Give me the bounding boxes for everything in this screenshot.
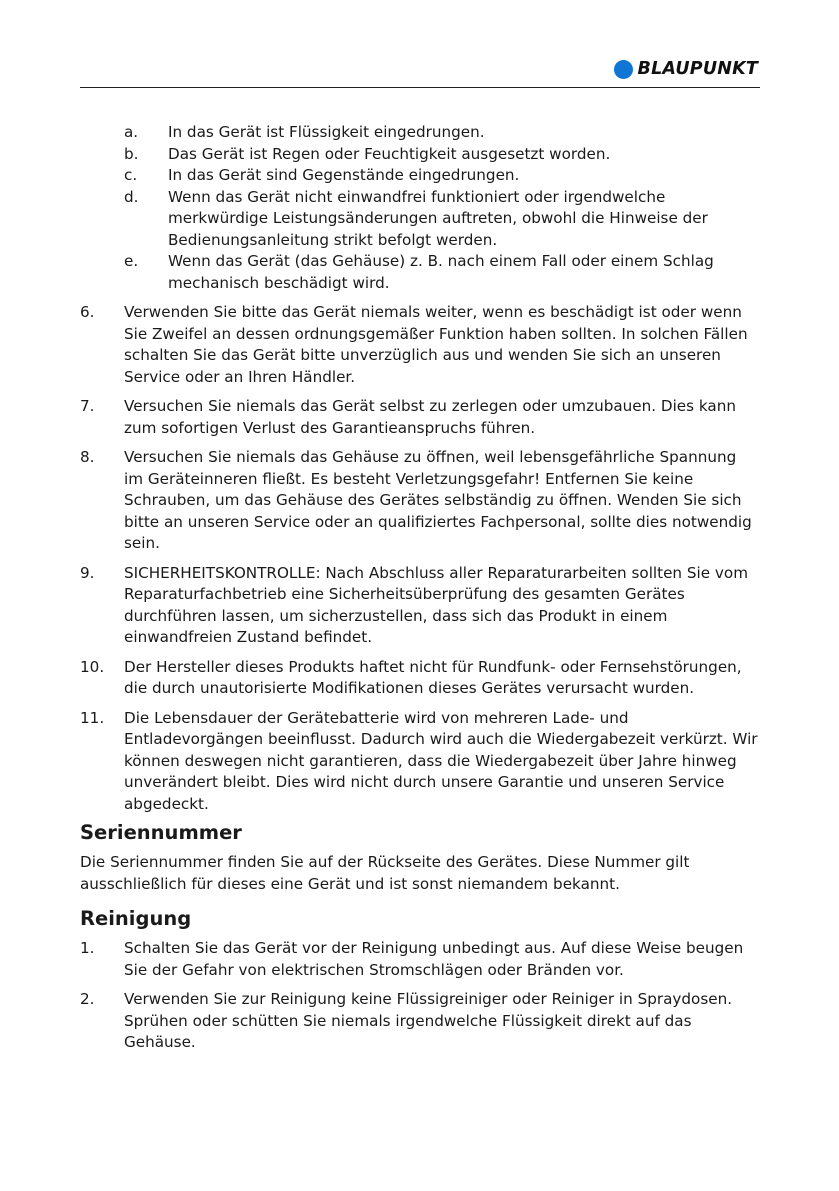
list-item: 1. Schalten Sie das Gerät vor der Reinigung unbedingt aus. Auf diese Weise beugen Sie der Gefahr von elektrischen Stromschlägen oder Bränden vor.: [80, 939, 744, 979]
list-item: 9. SICHERHEITSKONTROLLE: Nach Abschluss aller Reparaturarbeiten sollten Sie vom Reparaturfachbetrieb eine Sicherheitsüberprüfung des gesamten Gerätes durchführen lassen, um sicherzustellen, dass sich das Produkt in einem einwandfreien Zustand befindet.: [80, 563, 748, 646]
serial-text: Die Seriennummer finden Sie auf der Rückseite des Gerätes. Diese Nummer gilt ausschließlich für dieses eine Gerät und ist sonst niemandem bekannt.: [80, 853, 690, 893]
sub-list-item: c. In das Gerät sind Gegenstände eingedrungen.: [124, 166, 520, 184]
sub-list-item: e. Wenn das Gerät (das Gehäuse) z. B. nach einem Fall oder einem Schlag mechanisch beschädigt wird.: [124, 252, 714, 292]
list-item: 6. Verwenden Sie bitte das Gerät niemals weiter, wenn es beschädigt ist oder wenn Sie Zweifel an dessen ordnungsgemäßer Funktion haben sollten. In solchen Fällen schalten Sie das Gerät bitte unverzüglich aus und wenden Sie sich an unseren Service oder an Ihren Händler.: [80, 303, 748, 386]
page-content: [80, 122, 760, 1054]
sub-list-item: a. In das Gerät ist Flüssigkeit eingedrungen.: [124, 123, 485, 141]
sub-list-item: d. Wenn das Gerät nicht einwandfrei funktioniert oder irgendwelche merkwürdige Leistungsänderungen auftreten, obwohl die Hinweise der Bedienungsanleitung strikt befolgt werden.: [124, 187, 708, 249]
cleaning-heading: Reinigung: [80, 907, 192, 930]
logo-dot-icon: [614, 60, 633, 79]
serial-heading: Seriennummer: [80, 821, 242, 844]
list-item: 8. Versuchen Sie niemals das Gehäuse zu öffnen, weil lebensgefährliche Spannung im Geräteinneren fließt. Es besteht Verletzungsgefahr! Entfernen Sie keine Schrauben, um das Gehäuse des Gerätes selbständig zu öffnen. Wenden Sie sich bitte an unseren Service oder an qualifiziertes Fachpersonal, sollte dies notwendig sein.: [80, 448, 752, 552]
brand-logo: [614, 59, 758, 79]
list-item: 2. Verwenden Sie zur Reinigung keine Flüssigreiniger oder Reiniger in Spraydosen. Sprühen oder schütten Sie niemals irgendwelche Flüssigkeit direkt auf das Gehäuse.: [80, 990, 733, 1051]
list-item: 10. Der Hersteller dieses Produkts haftet nicht für Rundfunk- oder Fernsehstörungen, die durch unautorisierte Modifikationen dieses Gerätes verursacht wurden.: [80, 657, 742, 697]
list-item: 11. Die Lebensdauer der Gerätebatterie wird von mehreren Lade- und Entladevorgängen beeinflusst. Dadurch wird auch die Wiedergabezeit verkürzt. Wir können deswegen nicht garantieren, dass die Wiedergabezeit über Jahre hinweg unverändert bleibt. Dies wird nicht durch unsere Garantie und unseren Service abgedeckt.: [80, 708, 758, 813]
page-header: [80, 57, 760, 88]
list-item: 7. Versuchen Sie niemals das Gerät selbst zu zerlegen oder umzubauen. Dies kann zum sofortigen Verlust des Garantieanspruchs führen.: [80, 397, 736, 437]
brand-name: BLAUPUNKT: [637, 59, 758, 79]
sub-list-item: b. Das Gerät ist Regen oder Feuchtigkeit ausgesetzt worden.: [124, 144, 611, 163]
